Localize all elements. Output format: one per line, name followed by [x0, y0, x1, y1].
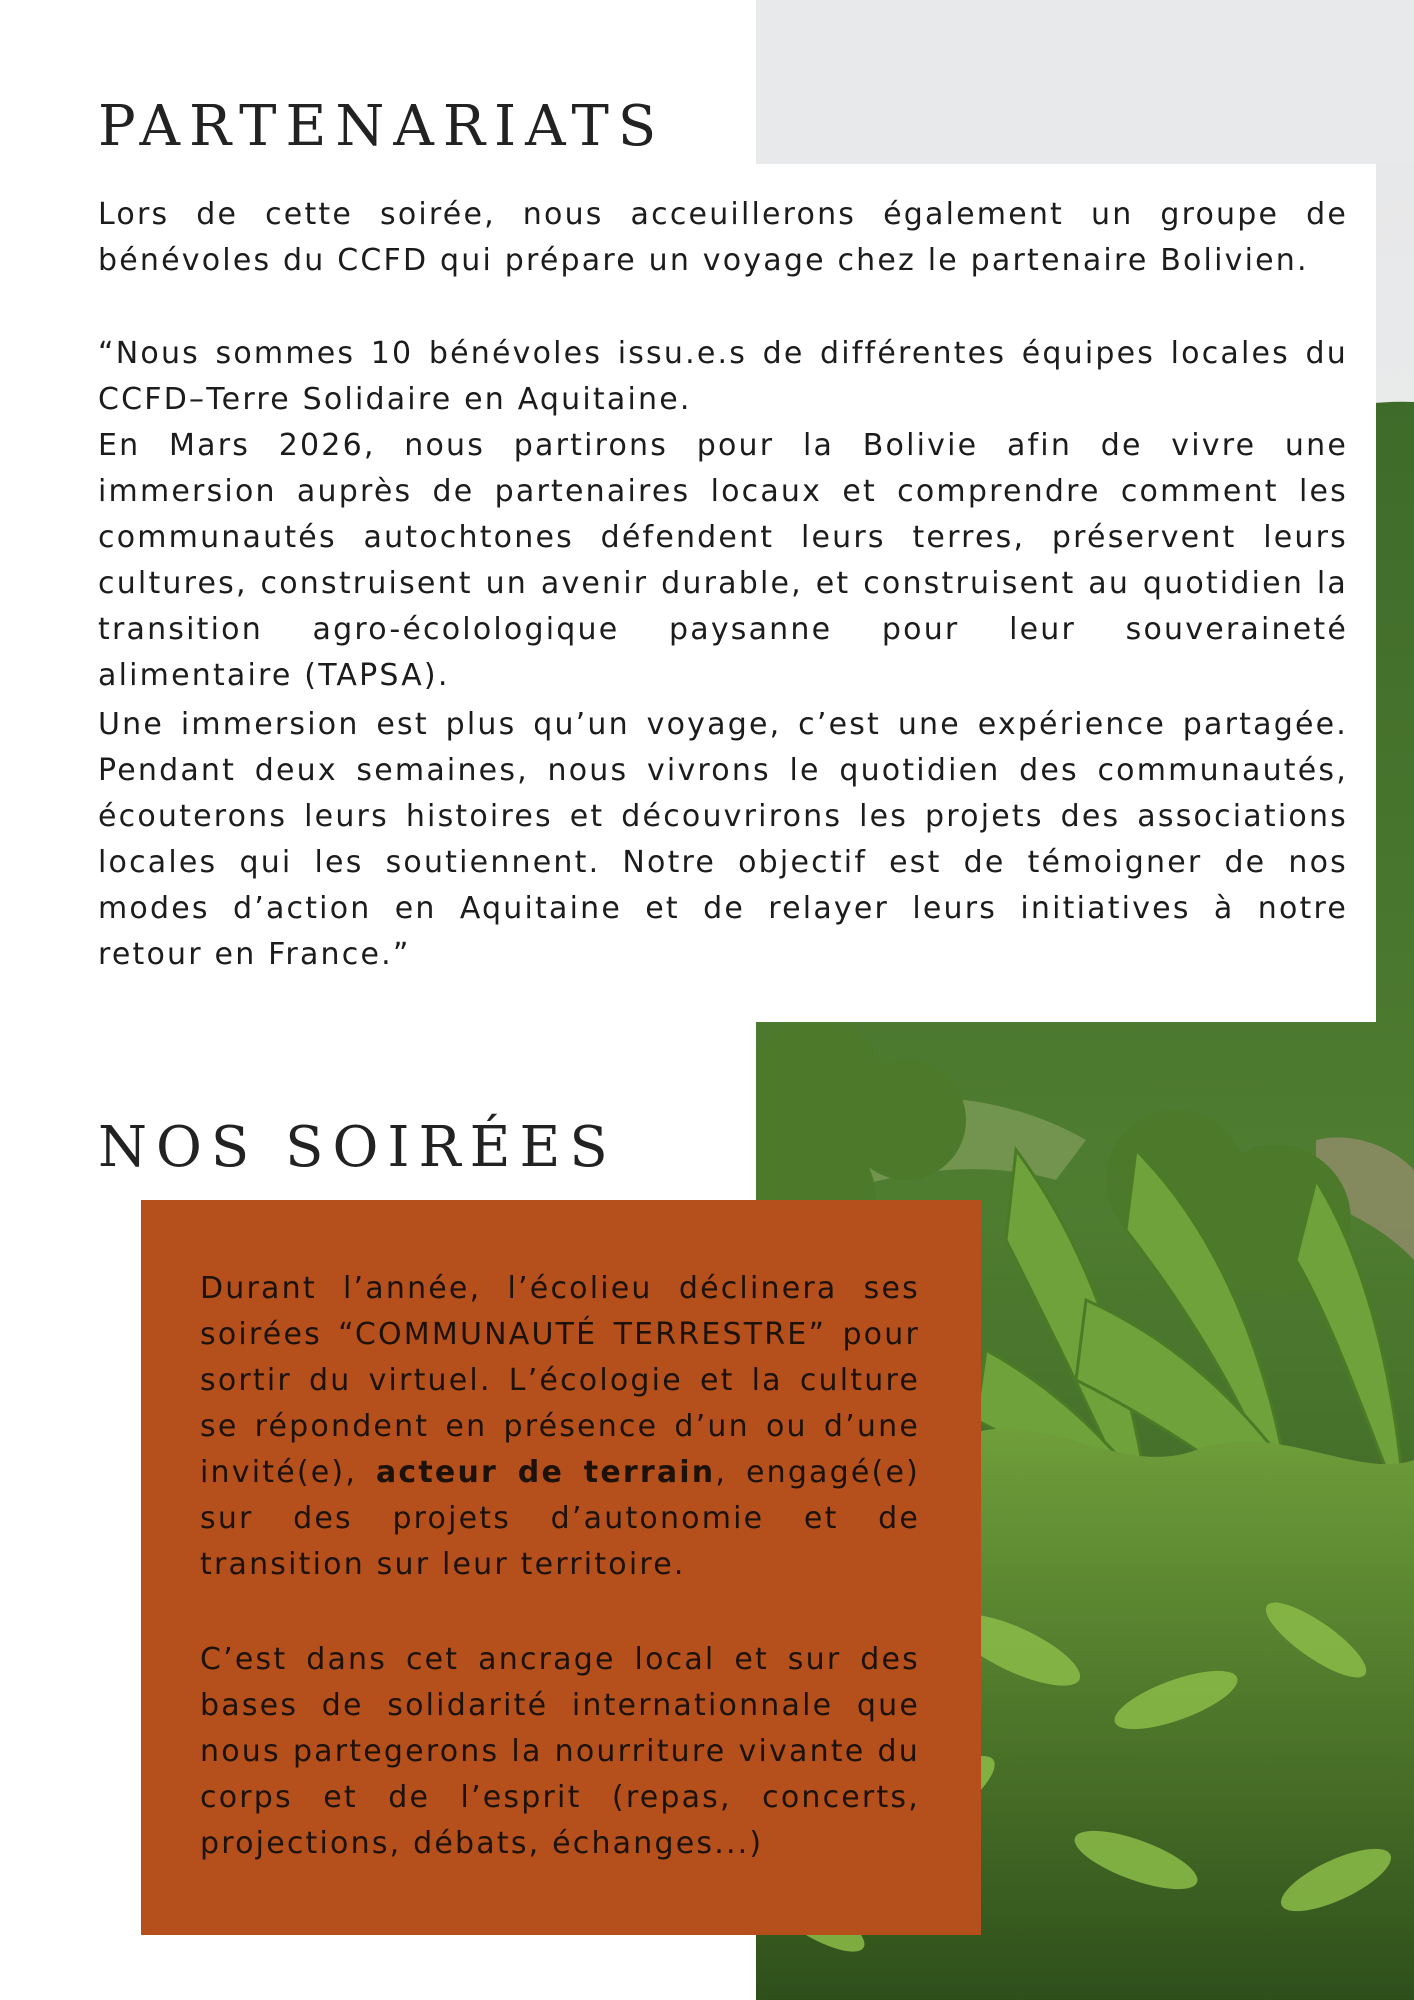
soirees-title: NOS SOIRÉES: [98, 1115, 617, 1180]
soirees-text-1a: Durant l’année, l’écolieu déclinera ses soirées “COMMUNAUTÉ TERRESTRE” pour sortir du virtuel. L’écologie et la culture se répondent en présence d’un ou d’une invité(e),: [200, 1271, 920, 1490]
quote-paragraph-2: [98, 423, 1348, 699]
soirees-text-1b: , engagé(e) sur des projets d’autonomie et de transition sur leur territoire.: [200, 1455, 921, 1582]
sky-strip: [756, 0, 1414, 164]
soirees-text-1-bold: acteur de terrain: [375, 1455, 716, 1490]
intro-paragraph: Lors de cette soirée, nous acceuillerons également un groupe de bénévoles du CCFD qui prépare un voyage chez le partenaire Bolivien.: [98, 197, 1348, 278]
soirees-paragraph-1: [200, 1266, 920, 1588]
soirees-paragraph-2: C’est dans cet ancrage local et sur des bases de solidarité internationnale que nous partegerons la nourriture vivante du corps et de l’esprit (repas, concerts, projections, débats, échanges...): [200, 1642, 920, 1861]
quote-text-3: Une immersion est plus qu’un voyage, c’est une expérience partagée. Pendant deux semaines, nous vivrons le quotidien des communautés, écouterons leurs histoires et découvrirons les projets des associations locales qui les soutiennent. Notre objectif est de témoigner de nos modes d’action en Aquitaine et de relayer leurs initiatives à notre retour en France.”: [98, 707, 1348, 972]
quote-text-2: En Mars 2026, nous partirons pour la Bolivie afin de vivre une immersion auprès de partenaires locaux et comprendre comment les communautés autochtones défendent leurs terres, préservent leurs cultures, construisent un avenir durable, et construisent au quotidien la transition agro-écolologique paysanne pour leur souveraineté alimentaire (TAPSA).: [98, 428, 1348, 693]
quote-text-1: “Nous sommes 10 bénévoles issu.e.s de différentes équipes locales du CCFD–Terre Solidaire en Aquitaine.: [98, 336, 1348, 417]
partenariats-intro: [98, 192, 1348, 284]
quote-paragraph-3: [98, 702, 1348, 978]
partenariats-title: PARTENARIATS: [98, 94, 666, 159]
quote-paragraph-1: [98, 331, 1348, 423]
